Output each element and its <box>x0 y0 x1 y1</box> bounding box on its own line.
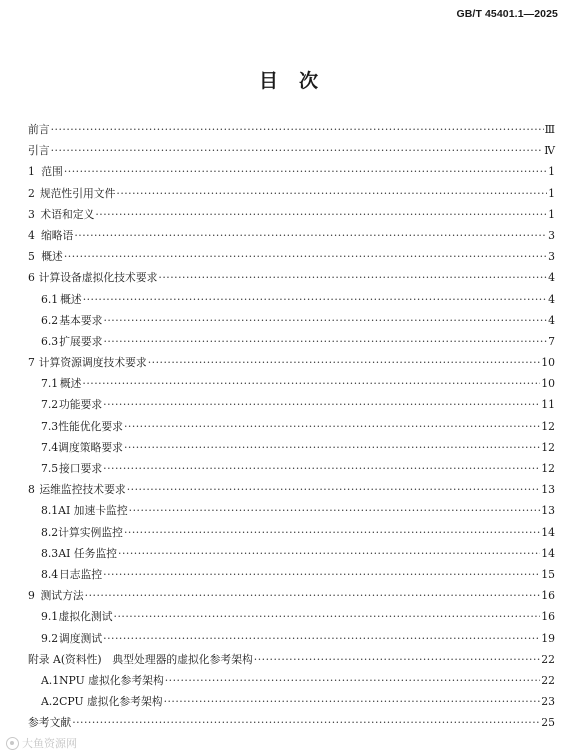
dot-leader <box>148 352 541 373</box>
toc-entry-number: 7.3 <box>41 419 59 433</box>
toc-entry-page: 4 <box>548 271 555 285</box>
toc-entry-page: 1 <box>548 207 555 221</box>
toc-entry[interactable] <box>28 500 555 521</box>
dot-leader <box>95 204 547 225</box>
table-of-contents <box>28 119 555 733</box>
toc-entry-page: 12 <box>541 419 555 433</box>
toc-entry-title: 前言 <box>28 123 50 136</box>
toc-entry-page: 3 <box>548 250 555 264</box>
toc-entry-number: 8 <box>28 483 35 497</box>
toc-entry-page: 13 <box>541 504 555 518</box>
toc-entry-page: 11 <box>541 398 555 412</box>
toc-entry[interactable] <box>28 310 555 331</box>
toc-entry-number: 6.2 <box>41 313 59 327</box>
toc-entry-number: 7.1 <box>41 377 59 391</box>
toc-entry[interactable] <box>28 331 555 352</box>
toc-entry-number: 1 <box>28 165 35 179</box>
watermark <box>6 735 77 751</box>
toc-entry-page: 23 <box>541 695 555 709</box>
toc-entry[interactable] <box>28 712 555 733</box>
toc-entry-number: 7.5 <box>41 462 59 475</box>
toc-entry-number: 5 <box>28 250 35 264</box>
dot-leader <box>72 712 540 733</box>
dot-leader <box>103 394 540 415</box>
toc-entry-title: 运维监控技术要求 <box>39 483 126 497</box>
dot-leader <box>129 500 541 521</box>
toc-entry-page: Ⅲ <box>544 123 555 136</box>
toc-entry[interactable] <box>28 670 555 691</box>
dot-leader <box>51 140 544 161</box>
toc-entry-number: 6.3 <box>41 334 59 348</box>
logo-circle-icon <box>6 737 19 750</box>
toc-entry-page: 1 <box>548 186 555 200</box>
toc-entry[interactable] <box>28 564 555 585</box>
dot-leader <box>51 119 544 140</box>
toc-entry-title: 概述 <box>59 377 82 391</box>
toc-entry-number: 2 <box>28 186 35 200</box>
toc-entry-title: 概述 <box>60 292 82 306</box>
toc-entry-title: 测试方法 <box>40 589 84 603</box>
toc-entry-number: 6.1 <box>41 292 59 306</box>
toc-entry-title: 缩略语 <box>40 228 74 242</box>
dot-leader <box>64 246 547 267</box>
toc-entry-title: 术语和定义 <box>40 207 95 221</box>
dot-leader <box>103 310 547 331</box>
toc-entry-title: 参考文献 <box>28 716 72 730</box>
toc-entry[interactable] <box>28 225 555 246</box>
toc-entry[interactable] <box>28 416 555 437</box>
toc-entry-page: 15 <box>541 567 555 581</box>
toc-entry-page: 10 <box>541 356 555 370</box>
toc-entry-number: 9.1 <box>41 610 59 624</box>
toc-entry[interactable] <box>28 289 555 310</box>
toc-entry-title: 计算设备虚拟化技术要求 <box>38 271 158 285</box>
toc-entry-number: A.2 <box>41 695 60 709</box>
toc-entry[interactable] <box>28 543 555 564</box>
toc-entry-number: A.1 <box>41 673 60 687</box>
dot-leader <box>158 267 547 288</box>
toc-entry[interactable] <box>28 183 555 204</box>
toc-entry[interactable] <box>28 585 555 606</box>
toc-entry[interactable] <box>28 267 555 288</box>
dot-leader <box>85 585 541 606</box>
toc-entry-number: 4 <box>28 228 35 242</box>
toc-entry-title: 规范性引用文件 <box>39 186 116 200</box>
toc-entry-number: 6 <box>28 271 35 285</box>
dot-leader <box>124 437 540 458</box>
standard-number: GB/T 45401.1—2025 <box>456 8 558 20</box>
toc-entry[interactable] <box>28 373 555 394</box>
toc-entry[interactable] <box>28 352 555 373</box>
toc-entry-page: 14 <box>541 525 555 539</box>
toc-entry-title: 功能要求 <box>58 398 103 412</box>
watermark-text: 大鱼资源网 <box>22 737 77 750</box>
dot-leader <box>124 522 540 543</box>
toc-entry-number: 7.4 <box>41 440 59 454</box>
toc-entry-page: 19 <box>541 631 555 645</box>
toc-entry-title: 扩展要求 <box>59 334 103 348</box>
toc-entry-title: 接口要求 <box>58 462 103 475</box>
toc-entry-number: 8.2 <box>41 525 59 539</box>
toc-entry-page: 3 <box>548 228 555 242</box>
toc-entry-title: 调度测试 <box>58 631 103 645</box>
toc-entry[interactable] <box>28 161 555 182</box>
toc-entry[interactable] <box>28 522 555 543</box>
toc-entry-number: 7.2 <box>41 398 59 412</box>
toc-entry-title: NPU 虚拟化参考架构 <box>59 673 164 687</box>
toc-entry-page: 4 <box>548 313 555 327</box>
dot-leader <box>74 225 547 246</box>
toc-entry-number: 8.1 <box>41 504 59 518</box>
toc-entry[interactable] <box>28 479 555 500</box>
toc-entry[interactable] <box>28 246 555 267</box>
toc-entry-title: 调度策略要求 <box>58 440 123 454</box>
toc-title: 目 次 <box>258 70 319 92</box>
toc-entry-page: 7 <box>548 334 555 348</box>
dot-leader <box>64 161 547 182</box>
toc-entry-page: 4 <box>548 292 555 306</box>
dot-leader <box>82 373 540 394</box>
dot-leader <box>103 458 540 479</box>
dot-leader <box>118 543 540 564</box>
toc-entry-title: 引言 <box>28 144 50 158</box>
toc-entry[interactable] <box>28 649 555 670</box>
toc-entry[interactable] <box>28 394 555 415</box>
dot-leader <box>114 606 541 627</box>
toc-entry-title: AI 加速卡监控 <box>58 504 128 518</box>
toc-entry-title: 日志监控 <box>58 567 103 581</box>
toc-entry-page: 1 <box>548 165 555 179</box>
toc-entry-title: 概述 <box>41 250 63 264</box>
toc-entry-number: 9.2 <box>41 631 59 645</box>
toc-entry[interactable] <box>28 458 555 479</box>
toc-entry-title: CPU 虚拟化参考架构 <box>59 695 163 709</box>
dot-leader <box>254 649 540 670</box>
toc-entry-title: 虚拟化测试 <box>58 610 113 624</box>
toc-entry[interactable] <box>28 691 555 712</box>
dot-leader <box>103 628 540 649</box>
toc-entry-title: AI 任务监控 <box>58 546 118 560</box>
toc-entry[interactable] <box>28 628 555 649</box>
toc-entry-title: 计算实例监控 <box>58 525 123 539</box>
toc-entry-page: 16 <box>541 610 555 624</box>
toc-entry-title: 性能优化要求 <box>58 419 123 433</box>
toc-entry[interactable] <box>28 119 555 140</box>
toc-entry-page: 12 <box>541 440 555 454</box>
dot-leader <box>124 416 540 437</box>
dot-leader <box>83 289 547 310</box>
toc-entry[interactable] <box>28 606 555 627</box>
toc-entry-number: 3 <box>28 207 35 221</box>
toc-entry-page: Ⅳ <box>544 144 555 158</box>
toc-entry-page: 10 <box>541 377 555 391</box>
toc-entry-title: 基本要求 <box>59 313 103 327</box>
toc-entry-number: 8.4 <box>41 567 59 581</box>
dot-leader <box>165 670 541 691</box>
dot-leader <box>127 479 541 500</box>
toc-entry-title: 范围 <box>41 165 63 179</box>
toc-entry-page: 14 <box>541 546 555 560</box>
toc-entry-number: 8.3 <box>41 546 59 560</box>
dot-leader <box>164 691 541 712</box>
toc-entry-page: 12 <box>541 462 555 475</box>
dot-leader <box>103 331 547 352</box>
toc-entry-number: 9 <box>28 589 35 603</box>
dot-leader <box>116 183 547 204</box>
toc-entry-title: 计算资源调度技术要求 <box>38 356 147 370</box>
toc-entry-number: 7 <box>28 356 35 370</box>
toc-entry[interactable] <box>28 204 555 225</box>
dot-leader <box>103 564 540 585</box>
toc-entry-page: 22 <box>541 652 555 666</box>
toc-entry-page: 25 <box>541 716 555 730</box>
toc-entry[interactable] <box>28 140 555 161</box>
toc-entry-page: 22 <box>541 673 555 687</box>
toc-entry-title: 附录 A(资料性) 典型处理器的虚拟化参考架构 <box>28 652 253 666</box>
toc-entry-page: 16 <box>541 589 555 603</box>
toc-entry-page: 13 <box>541 483 555 497</box>
toc-entry[interactable] <box>28 437 555 458</box>
